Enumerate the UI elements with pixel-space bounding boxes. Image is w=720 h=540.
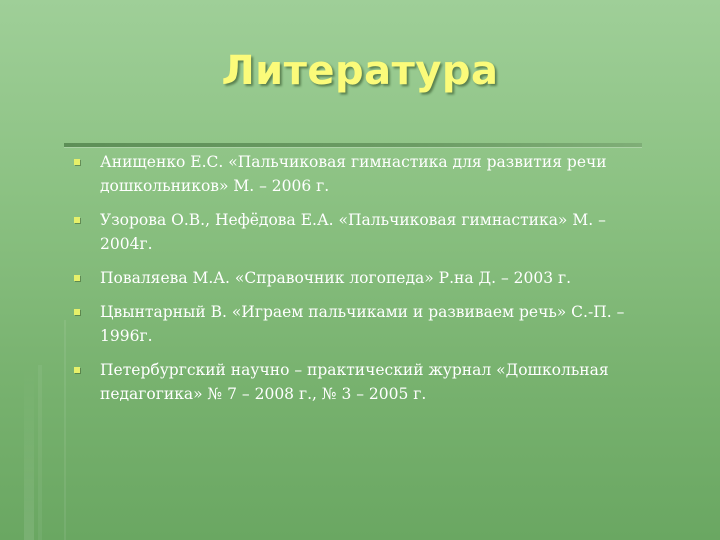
reference-list [74,150,634,416]
list-item [74,150,634,198]
title-divider [64,143,642,147]
slide-title: Литература [221,48,499,94]
list-item [74,300,634,348]
reference-text: Цвынтарный В. «Играем пальчиками и развиваем речь» С.-П. – 1996г. [100,303,625,345]
reference-text: Анищенко Е.С. «Пальчиковая гимнастика для развития речи дошкольников» М. – 2006 г. [100,153,607,195]
decorative-stripe [38,365,42,540]
square-bullet-icon [74,217,80,223]
square-bullet-icon [74,159,80,165]
square-bullet-icon [74,309,80,315]
list-item [74,208,634,256]
decorative-stripe [64,320,66,540]
list-item [74,358,634,406]
list-item [74,266,634,290]
reference-text: Петербургский научно – практический журнал «Дошкольная педагогика» № 7 – 2008 г., № 3 – 2005 г. [100,361,609,403]
decorative-stripe [24,365,34,540]
reference-text: Узорова О.В., Нефёдова Е.А. «Пальчиковая гимнастика» М. – 2004г. [100,211,606,253]
reference-text: Поваляева М.А. «Справочник логопеда» Р.на Д. – 2003 г. [100,269,572,287]
square-bullet-icon [74,367,80,373]
square-bullet-icon [74,275,80,281]
